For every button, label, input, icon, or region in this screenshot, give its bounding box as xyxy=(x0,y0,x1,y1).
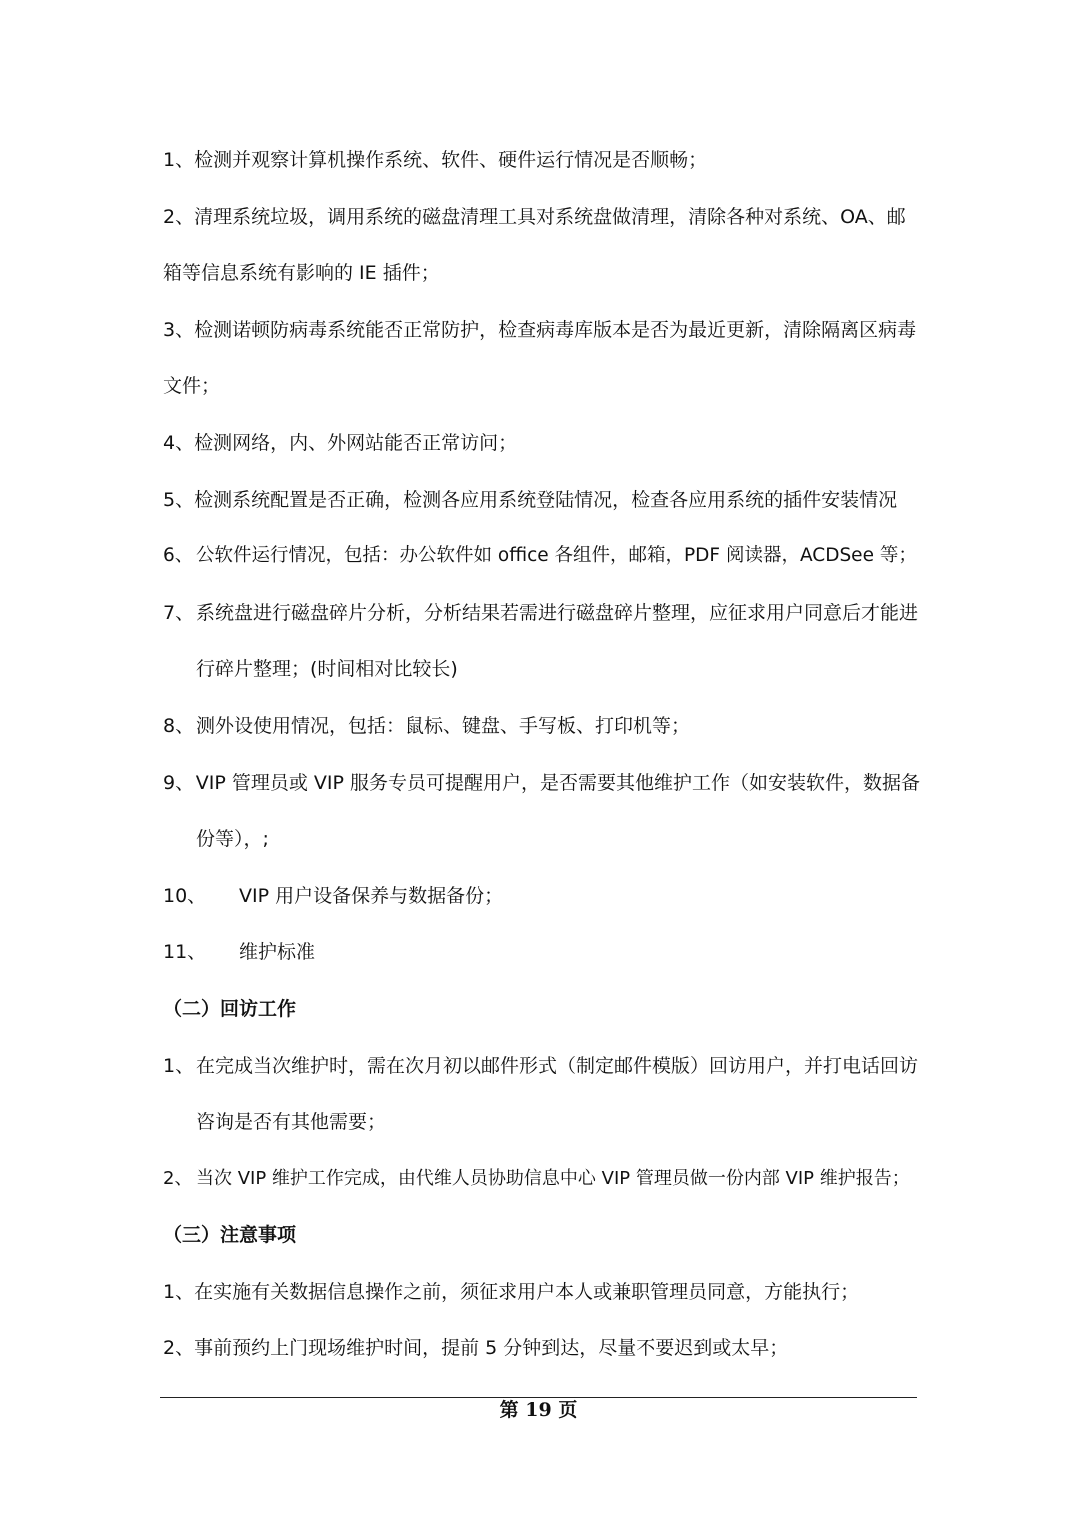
list-text: 测外设使用情况，包括：鼠标、键盘、手写板、打印机等； xyxy=(196,714,691,737)
list-item-continuation xyxy=(163,811,920,868)
list-text: 行碎片整理；(时间相对比较长) xyxy=(196,658,458,681)
list-text: VIP 管理员或 VIP 服务专员可提醒用户，是否需要其他维护工作（如安装软件，数据备 xyxy=(195,771,920,794)
list-number: 4、 xyxy=(163,431,195,454)
list-number: 2、 xyxy=(163,1337,195,1360)
list-item xyxy=(163,528,920,585)
list-item xyxy=(163,1264,920,1321)
list-text: 检测网络，内、外网站能否正常访问； xyxy=(194,431,518,454)
section-heading: （二）回访工作 xyxy=(163,997,297,1020)
list-number: 3、 xyxy=(163,318,195,341)
list-number: 5、 xyxy=(163,488,195,511)
list-text: 在完成当次维护时，需在次月初以邮件形式（制定邮件模版）回访用户，并打电话回访 xyxy=(196,1054,919,1077)
list-number: 2、 xyxy=(163,1167,193,1189)
list-text: VIP 用户设备保养与数据备份； xyxy=(239,884,504,907)
list-number: 9、 xyxy=(163,771,195,794)
list-text: 清理系统垃圾，调用系统的磁盘清理工具对系统盘做清理，清除各种对系统、OA、邮 xyxy=(194,205,906,228)
list-text: 维护标准 xyxy=(239,941,316,964)
list-text: 公软件运行情况，包括：办公软件如 office 各组件，邮箱，PDF 阅读器，ACDSee 等； xyxy=(196,545,917,567)
list-text: 份等），; xyxy=(196,828,269,851)
list-text: 系统盘进行磁盘碎片分析，分析结果若需进行磁盘碎片整理，应征求用户同意后才能进 xyxy=(196,601,919,624)
list-item-continuation xyxy=(163,358,920,415)
section-heading: （三）注意事项 xyxy=(163,1224,297,1247)
list-text: 在实施有关数据信息操作之前，须征求用户本人或兼职管理员同意，方能执行； xyxy=(194,1280,860,1303)
list-item xyxy=(163,302,920,359)
list-number: 11、 xyxy=(163,941,207,964)
list-item-continuation xyxy=(163,245,920,302)
list-number: 7、 xyxy=(163,601,195,624)
list-item-continuation xyxy=(163,1094,920,1151)
list-item xyxy=(163,585,920,642)
list-number: 10、 xyxy=(163,884,207,907)
page-number: 第 19 页 xyxy=(499,1399,578,1421)
list-item xyxy=(163,924,920,981)
list-number: 1、 xyxy=(163,1280,195,1303)
list-item xyxy=(163,132,920,189)
list-item xyxy=(163,1320,920,1377)
list-text: 咨询是否有其他需要； xyxy=(196,1111,387,1134)
list-text: 事前预约上门现场维护时间，提前 5 分钟到达，尽量不要迟到或太早； xyxy=(194,1337,789,1360)
list-item-continuation xyxy=(163,641,920,698)
list-item xyxy=(163,698,920,755)
list-text: 箱等信息系统有影响的 IE 插件； xyxy=(163,262,440,285)
list-text: 检测系统配置是否正确，检测各应用系统登陆情况，检查各应用系统的插件安装情况 xyxy=(194,488,898,511)
list-item xyxy=(163,1151,920,1208)
list-number: 6、 xyxy=(163,545,194,567)
list-text: 检测并观察计算机操作系统、软件、硬件运行情况是否顺畅； xyxy=(194,149,708,171)
list-text: 文件； xyxy=(163,375,221,398)
list-item xyxy=(163,189,920,246)
list-item xyxy=(163,755,920,812)
list-number: 1、 xyxy=(163,149,195,171)
list-text: 检测诺顿防病毒系统能否正常防护，检查病毒库版本是否为最近更新，清除隔离区病毒 xyxy=(194,318,917,341)
list-text: 当次 VIP 维护工作完成，由代维人员协助信息中心 VIP 管理员做一份内部 VIP 维护报告； xyxy=(196,1167,910,1189)
list-number: 8、 xyxy=(163,714,195,737)
list-number: 1、 xyxy=(163,1054,195,1077)
list-item xyxy=(163,868,920,925)
list-item xyxy=(163,1038,920,1095)
document-body xyxy=(163,132,920,1377)
list-item xyxy=(163,472,920,529)
list-number: 2、 xyxy=(163,205,195,228)
list-item xyxy=(163,415,920,472)
